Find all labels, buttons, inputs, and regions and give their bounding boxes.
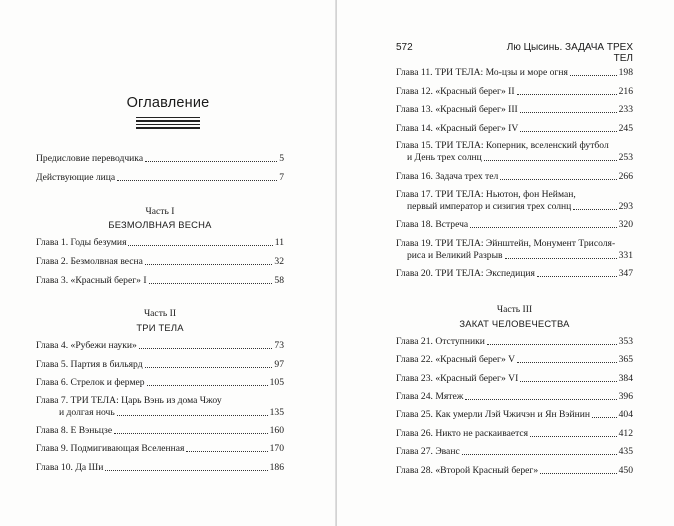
- right-page: [337, 0, 674, 526]
- dot-leader: [186, 451, 267, 452]
- entry-title: Предисловие переводчика: [36, 153, 144, 164]
- entry-title: Действующие лица: [36, 172, 116, 183]
- dot-leader: [145, 264, 272, 265]
- entry-title: Глава 23. «Красный берег» VI: [396, 373, 519, 384]
- entry-page: 331: [618, 250, 633, 261]
- entry-page: 412: [618, 428, 633, 439]
- entry-title-line1: Глава 7. ТРИ ТЕЛА: Царь Вэнь из дома Чжоу: [36, 395, 222, 406]
- entry-title: Глава 4. «Рубежи науки»: [36, 340, 137, 351]
- toc-entry[interactable]: [396, 86, 633, 97]
- entry-title: Глава 20. ТРИ ТЕЛА: Экспедиция: [396, 268, 535, 279]
- toc-entry[interactable]: [396, 373, 633, 384]
- entry-page: 253: [618, 152, 633, 163]
- toc-entry[interactable]: [396, 428, 633, 439]
- dot-leader: [537, 276, 617, 277]
- entry-page: 5: [279, 153, 284, 164]
- entry-title-line2: и День трех солнц: [407, 152, 482, 163]
- entry-page: 198: [618, 67, 633, 78]
- entry-page: 97: [274, 359, 284, 370]
- entry-title: Глава 11. ТРИ ТЕЛА: Мо-цзы и море огня: [396, 67, 568, 78]
- entry-page: 353: [618, 336, 633, 347]
- toc-entry[interactable]: [36, 275, 284, 286]
- dot-leader: [540, 473, 616, 474]
- entry-page: 435: [618, 446, 633, 457]
- toc-entry[interactable]: [36, 256, 284, 267]
- entry-title: Глава 8. Е Вэньцзе: [36, 425, 113, 436]
- dot-leader: [470, 227, 616, 228]
- dot-leader: [520, 112, 617, 113]
- toc-entry[interactable]: [36, 443, 284, 454]
- entry-title-line1: Глава 19. ТРИ ТЕЛА: Эйнштейн, Монумент Трисоля-: [396, 238, 616, 249]
- page-number: 572: [396, 42, 413, 53]
- toc-entry[interactable]: [36, 377, 284, 388]
- dot-leader: [114, 433, 268, 434]
- left-page: [0, 0, 336, 526]
- dot-leader: [505, 258, 617, 259]
- entry-title: Глава 25. Как умерли Лэй Чжичэн и Ян Вэйнин: [396, 409, 591, 420]
- entry-title: Глава 22. «Красный берег» V: [396, 354, 516, 365]
- entry-title-line1: Глава 17. ТРИ ТЕЛА: Ньютон, фон Нейман,: [396, 189, 576, 200]
- entry-title: Глава 5. Партия в бильярд: [36, 359, 143, 370]
- part-label: Часть III: [496, 304, 533, 315]
- entry-title: Глава 12. «Красный берег» II: [396, 86, 515, 97]
- toc-entry-ch15[interactable]: [407, 152, 633, 163]
- entry-title: Глава 2. Безмолвная весна: [36, 256, 143, 267]
- entry-page: 404: [618, 409, 633, 420]
- entry-title: Глава 27. Эванс: [396, 446, 460, 457]
- toc-entry[interactable]: [36, 237, 284, 248]
- toc-entry[interactable]: [396, 465, 633, 476]
- dot-leader: [145, 161, 277, 162]
- entry-title: Глава 14. «Красный берег» IV: [396, 123, 519, 134]
- toc-entry-preface[interactable]: [36, 153, 284, 164]
- toc-entry-ch7[interactable]: [59, 407, 284, 418]
- title-ornament: [136, 117, 200, 131]
- entry-title: Глава 1. Годы безумия: [36, 237, 127, 248]
- entry-title: Глава 3. «Красный берег» I: [36, 275, 147, 286]
- entry-page: 105: [269, 377, 284, 388]
- entry-title: Глава 18. Встреча: [396, 219, 469, 230]
- part-name: ЗАКАТ ЧЕЛОВЕЧЕСТВА: [459, 318, 570, 329]
- part-label: Часть II: [143, 308, 177, 319]
- toc-entry[interactable]: [36, 340, 284, 351]
- entry-page: 186: [269, 462, 284, 473]
- entry-page: 450: [618, 465, 633, 476]
- toc-entry[interactable]: [36, 359, 284, 370]
- entry-page: 11: [274, 237, 284, 248]
- dot-leader: [500, 179, 616, 180]
- part-name: БЕЗМОЛВНАЯ ВЕСНА: [108, 219, 212, 230]
- entry-title-line2: риса и Великий Разрыв: [407, 250, 503, 261]
- dot-leader: [462, 454, 617, 455]
- dot-leader: [117, 180, 277, 181]
- dot-leader: [117, 415, 268, 416]
- toc-entry[interactable]: [396, 219, 633, 230]
- dot-leader: [145, 367, 273, 368]
- dot-leader: [128, 245, 272, 246]
- entry-page: 135: [269, 407, 284, 418]
- dot-leader: [105, 470, 267, 471]
- toc-entry[interactable]: [396, 409, 633, 420]
- toc-entry[interactable]: [396, 268, 633, 279]
- entry-page: 347: [618, 268, 633, 279]
- entry-page: 216: [618, 86, 633, 97]
- toc-entry[interactable]: [396, 354, 633, 365]
- entry-page: 320: [618, 219, 633, 230]
- toc-entry[interactable]: [396, 336, 633, 347]
- dot-leader: [570, 75, 617, 76]
- entry-title-line2: первый император и сизигия трех солнц: [407, 201, 572, 212]
- entry-title: Глава 10. Да Ши: [36, 462, 104, 473]
- entry-page: 266: [618, 171, 633, 182]
- dot-leader: [139, 348, 273, 349]
- dot-leader: [520, 131, 616, 132]
- part-label: Часть I: [145, 206, 175, 217]
- entry-page: 58: [274, 275, 284, 286]
- entry-page: 170: [269, 443, 284, 454]
- entry-page: 384: [618, 373, 633, 384]
- entry-title-line2: и долгая ночь: [59, 407, 115, 418]
- toc-entry[interactable]: [396, 67, 633, 78]
- entry-title: Глава 16. Задача трех тел: [396, 171, 499, 182]
- entry-title: Глава 21. Отступники: [396, 336, 485, 347]
- toc-entry[interactable]: [396, 446, 633, 457]
- entry-page: 396: [618, 391, 633, 402]
- entry-page: 7: [279, 172, 284, 183]
- toc-entry[interactable]: [396, 171, 633, 182]
- dot-leader: [149, 283, 273, 284]
- entry-title: Глава 24. Мятеж: [396, 391, 464, 402]
- entry-page: 365: [618, 354, 633, 365]
- dot-leader: [592, 417, 617, 418]
- toc-entry-ch19[interactable]: [407, 250, 633, 261]
- toc-entry[interactable]: [36, 462, 284, 473]
- entry-page: 32: [274, 256, 284, 267]
- toc-entry[interactable]: [396, 123, 633, 134]
- running-head: Лю Цысинь. ЗАДАЧА ТРЕХ ТЕЛ: [506, 42, 633, 64]
- toc-entry-ch17[interactable]: [407, 201, 633, 212]
- entry-page: 73: [274, 340, 284, 351]
- dot-leader: [573, 209, 616, 210]
- entry-page: 233: [618, 104, 633, 115]
- dot-leader: [147, 385, 268, 386]
- toc-entry[interactable]: [36, 425, 284, 436]
- dot-leader: [520, 381, 616, 382]
- toc-entry-characters[interactable]: [36, 172, 284, 183]
- dot-leader: [465, 399, 616, 400]
- dot-leader: [487, 344, 617, 345]
- entry-title: Глава 9. Подмигивающая Вселенная: [36, 443, 185, 454]
- entry-page: 245: [618, 123, 633, 134]
- toc-entry[interactable]: [396, 104, 633, 115]
- dot-leader: [517, 94, 617, 95]
- dot-leader: [517, 362, 617, 363]
- entry-page: 293: [618, 201, 633, 212]
- dot-leader: [484, 160, 617, 161]
- toc-entry[interactable]: [396, 391, 633, 402]
- part-name: ТРИ ТЕЛА: [136, 322, 184, 333]
- toc-title: Оглавление: [126, 95, 210, 111]
- dot-leader: [530, 436, 617, 437]
- entry-title: Глава 13. «Красный берег» III: [396, 104, 518, 115]
- entry-title: Глава 6. Стрелок и фермер: [36, 377, 145, 388]
- entry-title-line1: Глава 15. ТРИ ТЕЛА: Коперник, вселенский футбол: [396, 140, 609, 151]
- entry-page: 160: [269, 425, 284, 436]
- entry-title: Глава 28. «Второй Красный берег»: [396, 465, 539, 476]
- entry-title: Глава 26. Никто не раскаивается: [396, 428, 529, 439]
